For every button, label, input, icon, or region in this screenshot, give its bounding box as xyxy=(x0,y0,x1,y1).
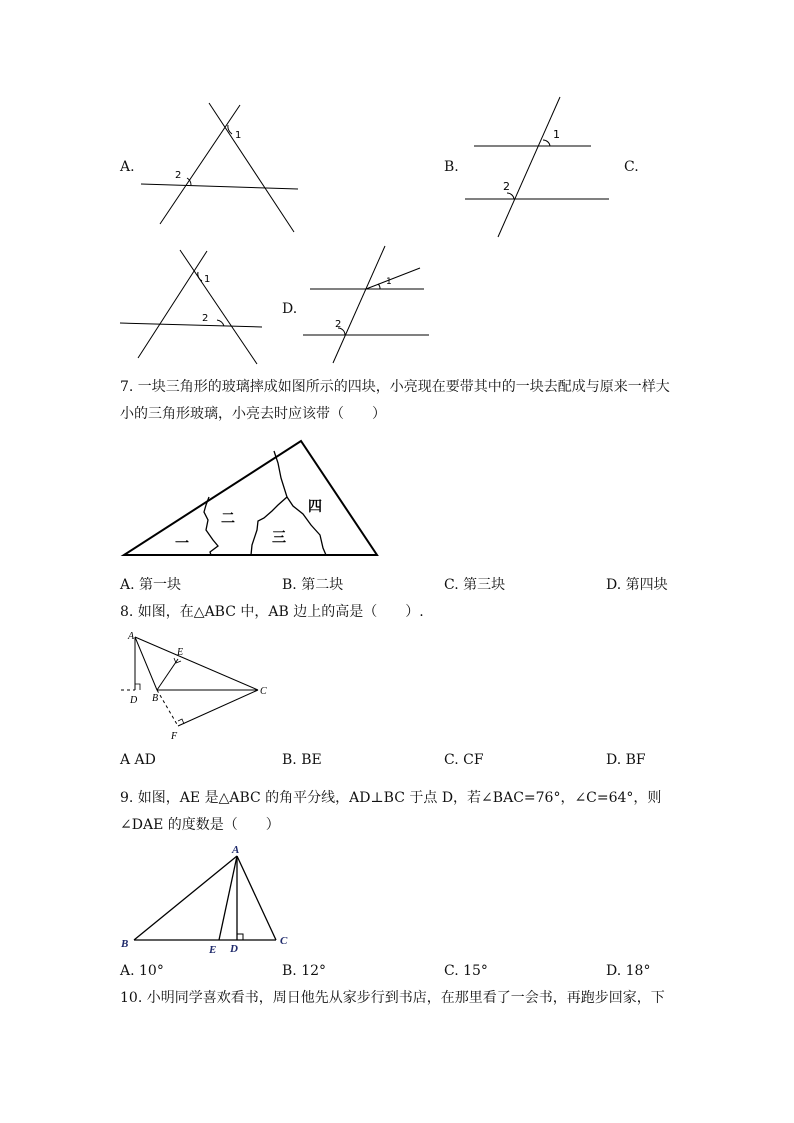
q6-a-angle1: 1 xyxy=(235,130,242,141)
q8-choice-a[interactable]: A AD xyxy=(120,752,156,768)
q7-piece-3-label: 三 xyxy=(272,530,286,546)
q8-point-b: B xyxy=(152,693,159,704)
q6-b-angle1: 1 xyxy=(553,128,560,141)
q9-stem-line2: ∠DAE 的度数是（ ） xyxy=(120,817,280,833)
q9-choice-d[interactable]: D. 18° xyxy=(606,963,651,979)
q6-option-c-label[interactable]: C. xyxy=(624,159,639,175)
q9-stem-line1: 9. 如图，AE 是△ABC 的角平分线，AD⊥BC 于点 D，若∠BAC=76°，∠C=64°，则 xyxy=(120,790,662,806)
q6-a-angle2: 2 xyxy=(175,170,182,181)
q9-choice-b[interactable]: B. 12° xyxy=(282,963,327,979)
q7-choice-a[interactable]: A. 第一块 xyxy=(120,577,182,593)
q6-c-angle1: 1 xyxy=(204,274,211,285)
q7-piece-1-label: 一 xyxy=(175,536,189,552)
q7-choice-b[interactable]: B. 第二块 xyxy=(282,577,344,593)
q7-piece-2-label: 二 xyxy=(221,511,235,527)
q6-c-angle2: 2 xyxy=(202,313,209,324)
q9-point-b: B xyxy=(121,938,129,950)
q7-stem-line1: 7. 一块三角形的玻璃摔成如图所示的四块，小亮现在要带其中的一块去配成与原来一样大 xyxy=(120,379,670,395)
q9-point-e: E xyxy=(209,944,217,956)
q6-d-angle1: 1 xyxy=(386,277,392,287)
q9-point-c: C xyxy=(280,935,288,947)
q8-point-a: A xyxy=(128,631,135,642)
q8-point-f: F xyxy=(171,731,178,742)
q9-choice-a[interactable]: A. 10° xyxy=(120,963,164,979)
q9-choice-c[interactable]: C. 15° xyxy=(444,963,488,979)
q9-point-d: D xyxy=(230,943,238,955)
q7-stem-line2: 小的三角形玻璃，小亮去时应该带（ ） xyxy=(120,406,386,422)
q8-choice-c[interactable]: C. CF xyxy=(444,752,484,768)
q7-choice-d[interactable]: D. 第四块 xyxy=(606,577,668,593)
q6-option-b-label[interactable]: B. xyxy=(444,159,459,175)
q8-choice-d[interactable]: D. BF xyxy=(606,752,646,768)
q6-b-angle2: 2 xyxy=(503,180,510,193)
q9-point-a: A xyxy=(232,844,240,856)
q8-point-d: D xyxy=(130,695,138,706)
q8-point-c: C xyxy=(260,686,267,697)
q8-stem: 8. 如图，在△ABC 中，AB 边上的高是（ ）. xyxy=(120,604,424,620)
q7-piece-4-label: 四 xyxy=(308,499,322,515)
q8-choice-b[interactable]: B. BE xyxy=(282,752,322,768)
q7-choice-c[interactable]: C. 第三块 xyxy=(444,577,506,593)
q6-option-a-label[interactable]: A. xyxy=(120,159,135,175)
q6-d-angle2: 2 xyxy=(335,319,342,330)
q10-stem-line1: 10. 小明同学喜欢看书，周日他先从家步行到书店，在那里看了一会书，再跑步回家，下 xyxy=(120,990,665,1006)
q6-option-d-label[interactable]: D. xyxy=(282,301,298,317)
q8-point-e: E xyxy=(177,647,184,658)
